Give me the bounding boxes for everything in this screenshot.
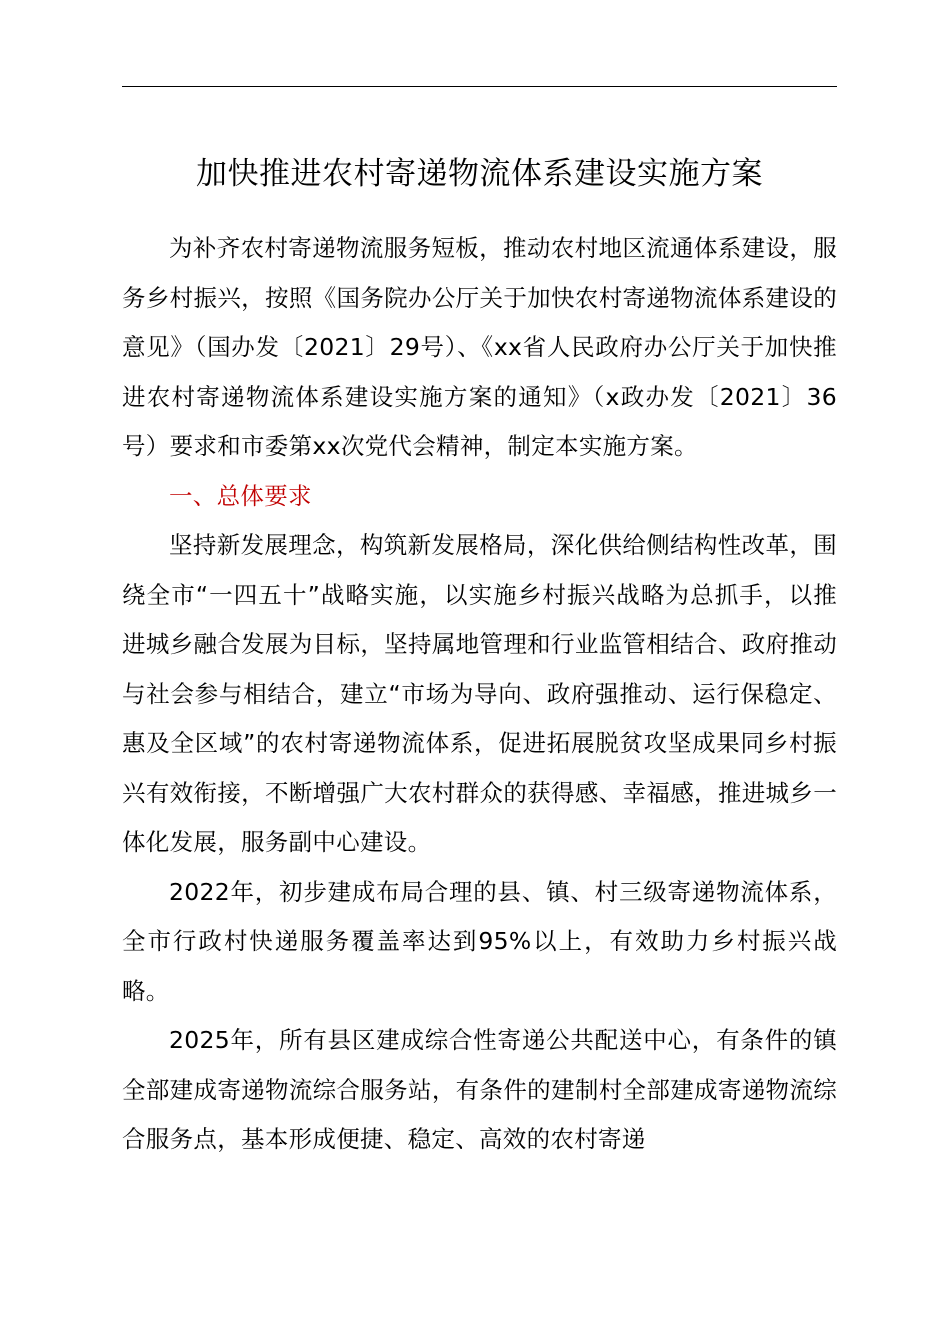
- document-title: 加快推进农村寄递物流体系建设实施方案: [196, 156, 763, 192]
- document-body: [122, 224, 837, 1165]
- body-paragraph-2025-goal: 2025年，所有县区建成综合性寄递公共配送中心，有条件的镇全部建成寄递物流综合服务站，有条件的建制村全部建成寄递物流综合服务点，基本形成便捷、稳定、高效的农村寄递: [122, 1026, 837, 1153]
- header-rule: [122, 86, 837, 87]
- body-paragraph-principles: 坚持新发展理念，构筑新发展格局，深化供给侧结构性改革，围绕全市“一四五十”战略实施，以实施乡村振兴战略为总抓手，以推进城乡融合发展为目标，坚持属地管理和行业监管相结合、政府推动与社会参与相结合，建立“市场为导向、政府强推动、运行保稳定、惠及全区域”的农村寄递物流体系，促进拓展脱贫攻坚成果同乡村振兴有效衔接，不断增强广大农村群众的获得感、幸福感，推进城乡一体化发展，服务副中心建设。: [122, 531, 837, 856]
- intro-paragraph: 为补齐农村寄递物流服务短板，推动农村地区流通体系建设，服务乡村振兴，按照《国务院办公厅关于加快农村寄递物流体系建设的意见》（国办发〔2021〕29号）、《xx省人民政府办公厅关于加快推进农村寄递物流体系建设实施方案的通知》（x政办发〔2021〕36号）要求和市委第xx次党代会精神，制定本实施方案。: [122, 234, 837, 460]
- body-paragraph-2022-goal: 2022年，初步建成布局合理的县、镇、村三级寄递物流体系，全市行政村快递服务覆盖率达到95%以上，有效助力乡村振兴战略。: [122, 877, 837, 1005]
- section-heading: 一、总体要求: [169, 481, 312, 510]
